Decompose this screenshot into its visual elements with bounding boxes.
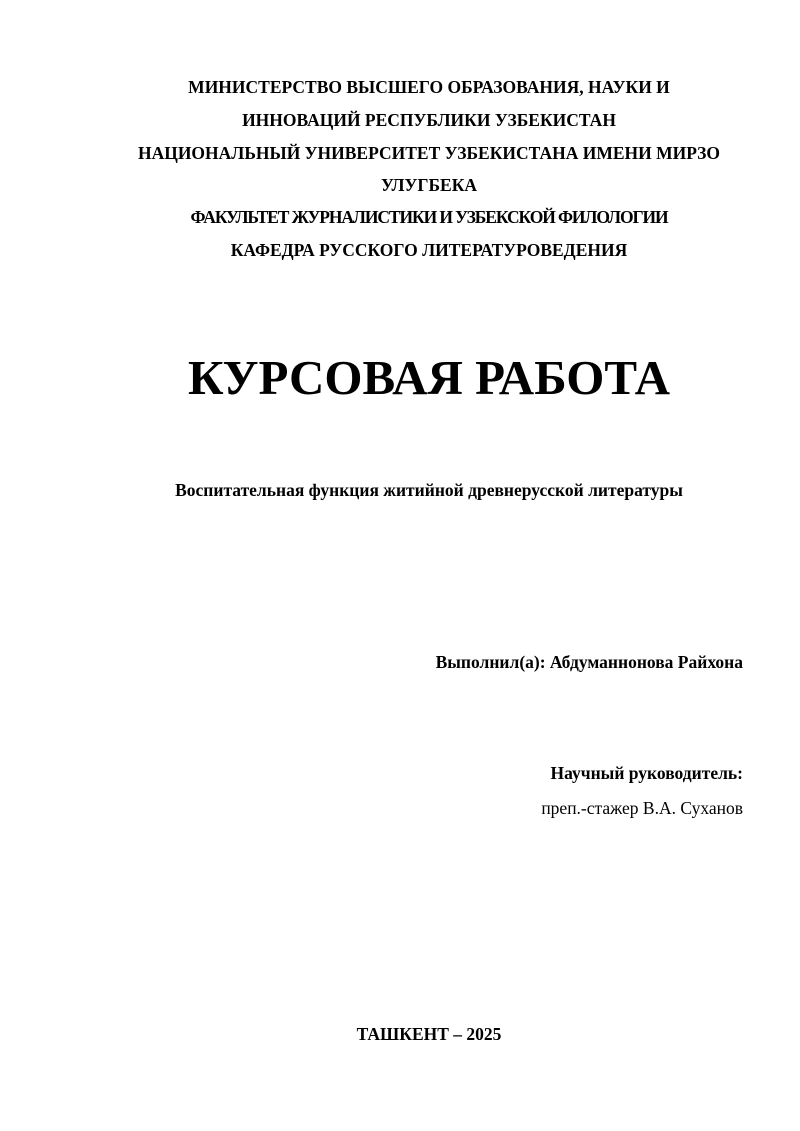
city-year: ТАШКЕНТ – 2025 bbox=[356, 1024, 502, 1044]
author-line: Выполнил(а): Абдуманнонова Райхона bbox=[435, 652, 743, 672]
university-line-1: НАЦИОНАЛЬНЫЙ УНИВЕРСИТЕТ УЗБЕКИСТАНА ИМЕНИ МИРЗО bbox=[137, 143, 721, 163]
work-topic: Воспитательная функция житийной древнерусской литературы bbox=[175, 480, 683, 500]
department-line: КАФЕДРА РУССКОГО ЛИТЕРАТУРОВЕДЕНИЯ bbox=[230, 240, 628, 260]
faculty-line: ФАКУЛЬТЕТ ЖУРНАЛИСТИКИ И УЗБЕКСКОЙ ФИЛОЛОГИИ bbox=[190, 207, 668, 227]
document-title: КУРСОВАЯ РАБОТА bbox=[187, 350, 670, 405]
supervisor-name: преп.-стажер В.А. Суханов bbox=[541, 798, 743, 818]
ministry-line-1: МИНИСТЕРСТВО ВЫСШЕГО ОБРАЗОВАНИЯ, НАУКИ И bbox=[188, 77, 670, 97]
ministry-line-2: ИННОВАЦИЙ РЕСПУБЛИКИ УЗБЕКИСТАН bbox=[242, 110, 616, 130]
supervisor-label: Научный руководитель: bbox=[550, 763, 743, 783]
university-line-2: УЛУГБЕКА bbox=[380, 175, 478, 195]
